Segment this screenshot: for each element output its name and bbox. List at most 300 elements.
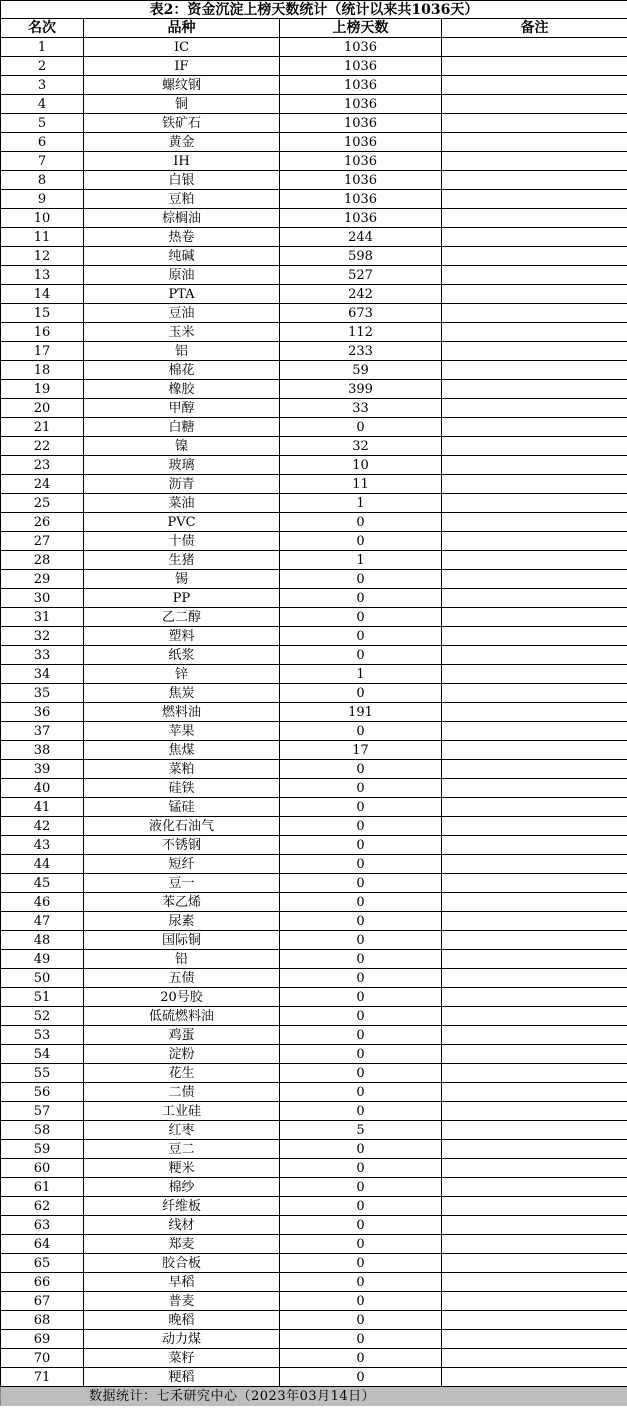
- cell-note: [442, 399, 627, 418]
- cell-variety: 菜油: [84, 494, 280, 513]
- table-row: [1, 304, 627, 323]
- data-source-note: 数据统计：七禾研究中心（2023年03月14日）: [1, 1387, 627, 1407]
- cell-rank: 52: [1, 1007, 84, 1026]
- cell-days: 0: [280, 1102, 442, 1121]
- cell-rank: 32: [1, 627, 84, 646]
- cell-rank: 56: [1, 1083, 84, 1102]
- cell-days: 0: [280, 684, 442, 703]
- cell-days: 1: [280, 551, 442, 570]
- cell-note: [442, 1349, 627, 1368]
- cell-rank: 18: [1, 361, 84, 380]
- table-row: [1, 399, 627, 418]
- table-row: [1, 608, 627, 627]
- cell-days: 0: [280, 608, 442, 627]
- cell-note: [442, 190, 627, 209]
- cell-days: 0: [280, 1064, 442, 1083]
- cell-days: 598: [280, 247, 442, 266]
- cell-variety: 玉米: [84, 323, 280, 342]
- cell-note: [442, 684, 627, 703]
- table-row: [1, 1292, 627, 1311]
- cell-note: [442, 228, 627, 247]
- cell-days: 0: [280, 1197, 442, 1216]
- header-days: 上榜天数: [280, 19, 442, 38]
- cell-note: [442, 969, 627, 988]
- table-row: [1, 266, 627, 285]
- cell-days: 673: [280, 304, 442, 323]
- cell-note: [442, 361, 627, 380]
- cell-rank: 39: [1, 760, 84, 779]
- cell-rank: 20: [1, 399, 84, 418]
- table-row: [1, 456, 627, 475]
- cell-days: 0: [280, 1178, 442, 1197]
- cell-note: [442, 342, 627, 361]
- cell-variety: PP: [84, 589, 280, 608]
- cell-days: 1036: [280, 76, 442, 95]
- cell-days: 1036: [280, 114, 442, 133]
- cell-rank: 25: [1, 494, 84, 513]
- cell-note: [442, 1102, 627, 1121]
- cell-rank: 64: [1, 1235, 84, 1254]
- cell-variety: 铜: [84, 95, 280, 114]
- title-row: [1, 1, 627, 19]
- cell-days: 0: [280, 779, 442, 798]
- cell-note: [442, 570, 627, 589]
- cell-rank: 48: [1, 931, 84, 950]
- cell-days: 0: [280, 1330, 442, 1349]
- cell-rank: 28: [1, 551, 84, 570]
- header-note: 备注: [442, 19, 627, 38]
- cell-note: [442, 741, 627, 760]
- cell-variety: 不锈钢: [84, 836, 280, 855]
- cell-days: 10: [280, 456, 442, 475]
- table-row: [1, 1349, 627, 1368]
- cell-days: 5: [280, 1121, 442, 1140]
- cell-rank: 71: [1, 1368, 84, 1387]
- cell-days: 527: [280, 266, 442, 285]
- cell-rank: 36: [1, 703, 84, 722]
- cell-variety: 尿素: [84, 912, 280, 931]
- cell-days: 0: [280, 969, 442, 988]
- cell-rank: 29: [1, 570, 84, 589]
- cell-rank: 5: [1, 114, 84, 133]
- cell-variety: 纸浆: [84, 646, 280, 665]
- cell-variety: 铁矿石: [84, 114, 280, 133]
- cell-rank: 4: [1, 95, 84, 114]
- cell-days: 0: [280, 1311, 442, 1330]
- cell-variety: 苹果: [84, 722, 280, 741]
- cell-days: 399: [280, 380, 442, 399]
- cell-note: [442, 950, 627, 969]
- cell-variety: 原油: [84, 266, 280, 285]
- cell-rank: 43: [1, 836, 84, 855]
- cell-note: [442, 1178, 627, 1197]
- table-row: [1, 133, 627, 152]
- cell-variety: 纤维板: [84, 1197, 280, 1216]
- cell-note: [442, 1254, 627, 1273]
- cell-note: [442, 551, 627, 570]
- cell-note: [442, 285, 627, 304]
- cell-rank: 50: [1, 969, 84, 988]
- table-row: [1, 95, 627, 114]
- cell-note: [442, 627, 627, 646]
- cell-variety: 早稻: [84, 1273, 280, 1292]
- cell-note: [442, 798, 627, 817]
- table-row: [1, 684, 627, 703]
- cell-note: [442, 304, 627, 323]
- cell-variety: 五债: [84, 969, 280, 988]
- cell-note: [442, 988, 627, 1007]
- cell-variety: 乙二醇: [84, 608, 280, 627]
- cell-rank: 67: [1, 1292, 84, 1311]
- table-row: [1, 209, 627, 228]
- cell-days: 59: [280, 361, 442, 380]
- table-row: [1, 1311, 627, 1330]
- table-row: [1, 57, 627, 76]
- table-row: [1, 152, 627, 171]
- cell-rank: 44: [1, 855, 84, 874]
- cell-variety: 硅铁: [84, 779, 280, 798]
- cell-variety: 胶合板: [84, 1254, 280, 1273]
- cell-variety: 螺纹钢: [84, 76, 280, 95]
- cell-days: 112: [280, 323, 442, 342]
- cell-variety: 短纤: [84, 855, 280, 874]
- cell-variety: 甲醇: [84, 399, 280, 418]
- cell-days: 32: [280, 437, 442, 456]
- cell-rank: 2: [1, 57, 84, 76]
- table-row: [1, 912, 627, 931]
- table-title: 表2：资金沉淀上榜天数统计（统计以来共1036天）: [1, 1, 627, 19]
- cell-note: [442, 380, 627, 399]
- cell-variety: PTA: [84, 285, 280, 304]
- cell-rank: 49: [1, 950, 84, 969]
- table-row: [1, 532, 627, 551]
- cell-rank: 33: [1, 646, 84, 665]
- cell-rank: 27: [1, 532, 84, 551]
- cell-variety: 菜籽: [84, 1349, 280, 1368]
- table-row: [1, 893, 627, 912]
- cell-variety: 橡胶: [84, 380, 280, 399]
- cell-note: [442, 1330, 627, 1349]
- cell-days: 0: [280, 1045, 442, 1064]
- cell-rank: 19: [1, 380, 84, 399]
- cell-rank: 12: [1, 247, 84, 266]
- cell-days: 1036: [280, 57, 442, 76]
- cell-variety: IC: [84, 38, 280, 57]
- table-row: [1, 1045, 627, 1064]
- cell-note: [442, 836, 627, 855]
- cell-rank: 3: [1, 76, 84, 95]
- cell-variety: 红枣: [84, 1121, 280, 1140]
- cell-variety: 豆粕: [84, 190, 280, 209]
- cell-days: 0: [280, 855, 442, 874]
- table-row: [1, 513, 627, 532]
- table-row: [1, 1140, 627, 1159]
- cell-note: [442, 494, 627, 513]
- cell-note: [442, 1292, 627, 1311]
- cell-variety: 锡: [84, 570, 280, 589]
- cell-days: 191: [280, 703, 442, 722]
- cell-note: [442, 114, 627, 133]
- cell-variety: 鸡蛋: [84, 1026, 280, 1045]
- cell-note: [442, 912, 627, 931]
- cell-rank: 11: [1, 228, 84, 247]
- cell-variety: 黄金: [84, 133, 280, 152]
- cell-rank: 35: [1, 684, 84, 703]
- table-row: [1, 1159, 627, 1178]
- cell-days: 0: [280, 418, 442, 437]
- cell-days: 0: [280, 950, 442, 969]
- cell-rank: 47: [1, 912, 84, 931]
- cell-variety: 粳稻: [84, 1368, 280, 1387]
- table-row: [1, 1330, 627, 1349]
- cell-variety: IF: [84, 57, 280, 76]
- table-row: [1, 38, 627, 57]
- cell-note: [442, 437, 627, 456]
- cell-rank: 62: [1, 1197, 84, 1216]
- cell-rank: 15: [1, 304, 84, 323]
- cell-variety: 低硫燃料油: [84, 1007, 280, 1026]
- cell-rank: 69: [1, 1330, 84, 1349]
- table-row: [1, 1368, 627, 1387]
- cell-rank: 68: [1, 1311, 84, 1330]
- table-row: [1, 836, 627, 855]
- cell-note: [442, 95, 627, 114]
- cell-days: 233: [280, 342, 442, 361]
- cell-rank: 65: [1, 1254, 84, 1273]
- cell-note: [442, 722, 627, 741]
- cell-days: 0: [280, 1216, 442, 1235]
- cell-variety: 棉花: [84, 361, 280, 380]
- cell-rank: 1: [1, 38, 84, 57]
- table-row: [1, 418, 627, 437]
- table-row: [1, 114, 627, 133]
- table-row: [1, 1216, 627, 1235]
- table-row: [1, 494, 627, 513]
- cell-rank: 55: [1, 1064, 84, 1083]
- cell-variety: 十债: [84, 532, 280, 551]
- table-row: [1, 323, 627, 342]
- cell-rank: 22: [1, 437, 84, 456]
- cell-note: [442, 1216, 627, 1235]
- table-row: [1, 665, 627, 684]
- cell-days: 0: [280, 1349, 442, 1368]
- table-row: [1, 760, 627, 779]
- cell-rank: 9: [1, 190, 84, 209]
- cell-note: [442, 703, 627, 722]
- cell-days: 0: [280, 817, 442, 836]
- cell-days: 0: [280, 1235, 442, 1254]
- cell-variety: 焦煤: [84, 741, 280, 760]
- table-row: [1, 1102, 627, 1121]
- cell-rank: 6: [1, 133, 84, 152]
- table-row: [1, 779, 627, 798]
- cell-note: [442, 1026, 627, 1045]
- cell-variety: PVC: [84, 513, 280, 532]
- table-row: [1, 247, 627, 266]
- cell-rank: 40: [1, 779, 84, 798]
- cell-days: 0: [280, 1026, 442, 1045]
- cell-days: 0: [280, 836, 442, 855]
- cell-rank: 34: [1, 665, 84, 684]
- table-row: [1, 228, 627, 247]
- cell-days: 0: [280, 589, 442, 608]
- cell-variety: 焦炭: [84, 684, 280, 703]
- cell-note: [442, 1159, 627, 1178]
- cell-note: [442, 665, 627, 684]
- cell-note: [442, 1235, 627, 1254]
- cell-note: [442, 589, 627, 608]
- cell-note: [442, 209, 627, 228]
- cell-rank: 57: [1, 1102, 84, 1121]
- header-variety: 品种: [84, 19, 280, 38]
- cell-rank: 30: [1, 589, 84, 608]
- cell-note: [442, 760, 627, 779]
- table-row: [1, 1197, 627, 1216]
- cell-note: [442, 76, 627, 95]
- table-row: [1, 361, 627, 380]
- table-row: [1, 1178, 627, 1197]
- cell-note: [442, 266, 627, 285]
- table-row: [1, 646, 627, 665]
- cell-variety: 动力煤: [84, 1330, 280, 1349]
- cell-days: 0: [280, 893, 442, 912]
- cell-rank: 53: [1, 1026, 84, 1045]
- cell-variety: 白糖: [84, 418, 280, 437]
- cell-days: 1036: [280, 152, 442, 171]
- cell-variety: 塑料: [84, 627, 280, 646]
- cell-note: [442, 1083, 627, 1102]
- cell-days: 0: [280, 722, 442, 741]
- table-row: [1, 1083, 627, 1102]
- cell-days: 0: [280, 1273, 442, 1292]
- cell-days: 242: [280, 285, 442, 304]
- cell-note: [442, 874, 627, 893]
- cell-rank: 58: [1, 1121, 84, 1140]
- cell-note: [442, 456, 627, 475]
- table-row: [1, 722, 627, 741]
- cell-variety: 二债: [84, 1083, 280, 1102]
- cell-note: [442, 608, 627, 627]
- cell-rank: 16: [1, 323, 84, 342]
- cell-note: [442, 779, 627, 798]
- cell-note: [442, 152, 627, 171]
- cell-variety: 热卷: [84, 228, 280, 247]
- cell-note: [442, 646, 627, 665]
- table-row: [1, 380, 627, 399]
- cell-days: 1036: [280, 171, 442, 190]
- cell-note: [442, 38, 627, 57]
- cell-rank: 70: [1, 1349, 84, 1368]
- table-row: [1, 931, 627, 950]
- cell-note: [442, 418, 627, 437]
- table-row: [1, 874, 627, 893]
- cell-note: [442, 323, 627, 342]
- cell-days: 0: [280, 798, 442, 817]
- cell-rank: 42: [1, 817, 84, 836]
- table-row: [1, 627, 627, 646]
- cell-variety: 燃料油: [84, 703, 280, 722]
- cell-rank: 38: [1, 741, 84, 760]
- cell-days: 0: [280, 646, 442, 665]
- cell-variety: 晚稻: [84, 1311, 280, 1330]
- cell-days: 0: [280, 912, 442, 931]
- cell-rank: 14: [1, 285, 84, 304]
- table-row: [1, 589, 627, 608]
- cell-rank: 13: [1, 266, 84, 285]
- cell-note: [442, 817, 627, 836]
- cell-days: 11: [280, 475, 442, 494]
- cell-note: [442, 1197, 627, 1216]
- cell-variety: 镍: [84, 437, 280, 456]
- cell-days: 0: [280, 874, 442, 893]
- table-row: [1, 1235, 627, 1254]
- cell-variety: 20号胶: [84, 988, 280, 1007]
- table-row: [1, 1273, 627, 1292]
- cell-note: [442, 247, 627, 266]
- cell-variety: 普麦: [84, 1292, 280, 1311]
- cell-variety: 粳米: [84, 1159, 280, 1178]
- table-row: [1, 855, 627, 874]
- cell-days: 0: [280, 627, 442, 646]
- cell-days: 0: [280, 532, 442, 551]
- cell-variety: 郑麦: [84, 1235, 280, 1254]
- cell-rank: 66: [1, 1273, 84, 1292]
- cell-variety: 白银: [84, 171, 280, 190]
- cell-note: [442, 1007, 627, 1026]
- cell-rank: 59: [1, 1140, 84, 1159]
- cell-days: 1036: [280, 190, 442, 209]
- cell-rank: 41: [1, 798, 84, 817]
- cell-rank: 45: [1, 874, 84, 893]
- cell-note: [442, 1311, 627, 1330]
- cell-variety: 菜粕: [84, 760, 280, 779]
- cell-variety: 沥青: [84, 475, 280, 494]
- cell-days: 0: [280, 1292, 442, 1311]
- cell-rank: 54: [1, 1045, 84, 1064]
- cell-variety: 工业硅: [84, 1102, 280, 1121]
- cell-rank: 24: [1, 475, 84, 494]
- cell-variety: 生猪: [84, 551, 280, 570]
- cell-days: 0: [280, 931, 442, 950]
- header-rank: 名次: [1, 19, 84, 38]
- cell-note: [442, 513, 627, 532]
- table-row: [1, 190, 627, 209]
- table-row: [1, 285, 627, 304]
- cell-days: 0: [280, 1159, 442, 1178]
- header-row: [1, 19, 627, 38]
- table-row: [1, 741, 627, 760]
- cell-days: 0: [280, 760, 442, 779]
- cell-rank: 31: [1, 608, 84, 627]
- table-row: [1, 76, 627, 95]
- cell-days: 0: [280, 1007, 442, 1026]
- cell-rank: 51: [1, 988, 84, 1007]
- cell-rank: 8: [1, 171, 84, 190]
- cell-variety: 液化石油气: [84, 817, 280, 836]
- cell-variety: 国际铜: [84, 931, 280, 950]
- cell-days: 1: [280, 494, 442, 513]
- table-row: [1, 703, 627, 722]
- cell-note: [442, 171, 627, 190]
- cell-variety: 铅: [84, 950, 280, 969]
- table-row: [1, 551, 627, 570]
- footer-row: [1, 1387, 627, 1407]
- cell-days: 0: [280, 570, 442, 589]
- cell-variety: 锌: [84, 665, 280, 684]
- cell-note: [442, 475, 627, 494]
- table-row: [1, 798, 627, 817]
- cell-variety: 棕榈油: [84, 209, 280, 228]
